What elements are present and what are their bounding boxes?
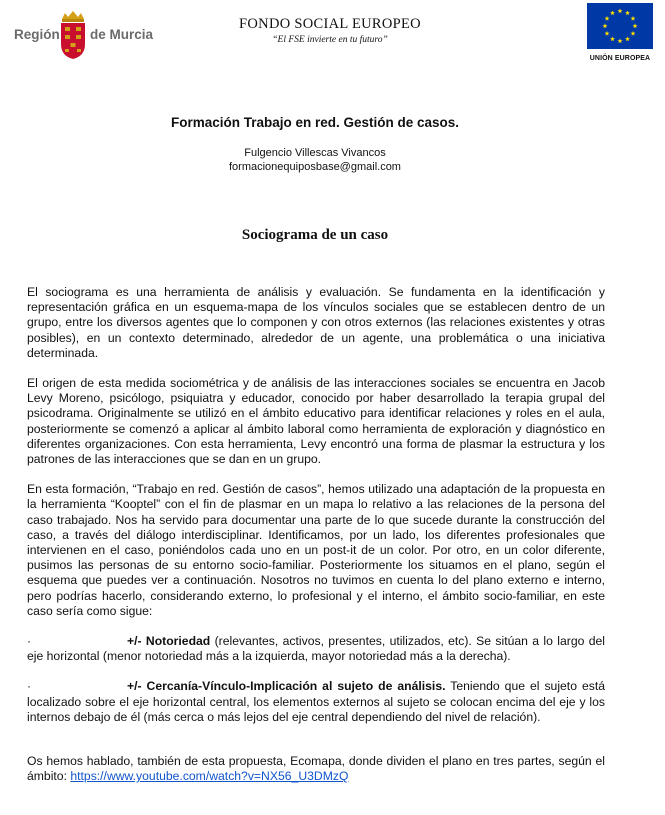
closing-text: Os hemos hablado, también de esta propuesta, Ecomapa, donde dividen el plano en tres partes, según el ámbito: — [27, 754, 605, 784]
paragraph: El origen de esta medida sociométrica y de análisis de las interacciones sociales se encuentra en Jacob Levy Moreno, psicólogo, psiquiatra y educador, conocido por haber desarrollado la terapia grupal del psicodrama. Originalmente se utilizó en el ámbito educativo para identificar relaciones y roles en el aula, posteriormente se comenzó a aplicar al ámbito laboral como herramienta de exploración y diagnóstico en diferentes organizaciones. Con esta herramienta, Levy encontró una forma de plasmar la estructura y los patrones de las interacciones que se dan en un grupo. — [27, 376, 605, 467]
section-title: Sociograma de un caso — [241, 227, 389, 243]
eu-logo — [587, 3, 655, 63]
paragraph: En esta formación, “Trabajo en red. Gestión de casos”, hemos utilizado una adaptación de la propuesta en la herramienta “Kooptel” con el fin de plasmar en un mapa lo relativo a las relaciones de la persona del caso trabajado. Nos ha servido para documentar una parte de lo que sucede durante la construcción del caso, a través del diálogo interdisciplinar. Identificamos, por un lado, los diferentes profesionales que intervienen en el caso, poniéndolos cada uno en un post-it de un color. Por otro, en un color diferente, pusimos las personas de su entorno socio-familiar. Posteriormente los situamos en el plano, según el esquema que puedes ver a continuación. Nosotros no tuvimos en cuenta lo del plano externo e interno, pero podrías hacerlo, considerando externo, lo profesional y el interno, el ámbito socio-familiar, en este caso sería como sigue: — [27, 482, 605, 618]
bullet-item — [27, 634, 605, 664]
document-body — [27, 285, 605, 799]
paragraph: El sociograma es una herramienta de análisis y evaluación. Se fundamenta en la identificación y representación gráfica en un esquema-mapa de los vínculos sociales que se establecen dentro de un grupo, entre los diversos agentes que lo componen y con otros externos (las relaciones existentes y otras posibles), en un contexto determinado, alrededor de un agente, una problemática o una iniciativa determinada. — [27, 285, 605, 360]
fse-title: FONDO SOCIAL EUROPEO — [239, 16, 421, 32]
author-email: formacionequiposbase@gmail.com — [229, 161, 401, 173]
youtube-link[interactable]: https://www.youtube.com/watch?v=NX56_U3DMzQ — [70, 769, 349, 784]
document-title: Formación Trabajo en red. Gestión de casos. — [170, 115, 460, 130]
murcia-crest-icon — [59, 10, 87, 60]
bullet-text: (relevantes, activos, presentes, utilizados, etc). Se sitúan a lo largo del eje horizontal (menor notoriedad más a la izquierda, mayor notoriedad más a la derecha). — [27, 634, 605, 664]
bullet-item — [27, 679, 605, 725]
bullet-marker: · — [27, 634, 32, 649]
page-header — [0, 0, 665, 70]
eu-label: UNIÓN EUROPEA — [589, 55, 651, 62]
author-name: Fulgencio Villescas Vivancos — [244, 147, 386, 159]
bullet-marker: · — [27, 679, 32, 694]
fse-subtitle: “El FSE invierte en tu futuro” — [272, 35, 388, 45]
region-label: Región — [14, 27, 60, 42]
bullet-heading: +/- Notoriedad — [127, 634, 211, 649]
region-label-2: de Murcia — [90, 27, 154, 42]
eu-flag-icon — [587, 3, 653, 49]
bullet-text: Teniendo que el sujeto está localizado sobre el eje horizontal central, los elementos externos al sujeto se colocan encima del eje y los internos debajo de él (más cerca o más lejos del eje central dependiendo del nivel de relación). — [27, 679, 605, 724]
closing-paragraph — [27, 754, 605, 784]
region-murcia-logo — [14, 10, 164, 65]
bullet-heading: +/- Cercanía-Vínculo-Implicación al sujeto de análisis. — [127, 679, 446, 694]
